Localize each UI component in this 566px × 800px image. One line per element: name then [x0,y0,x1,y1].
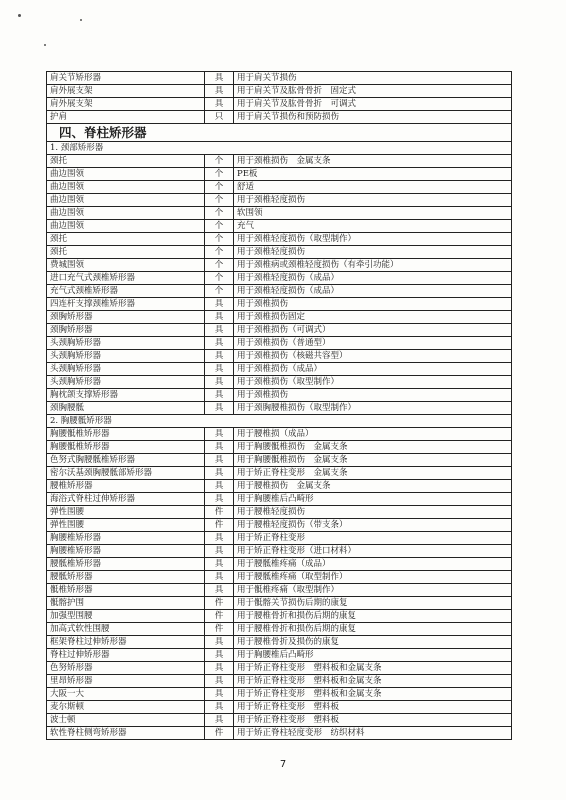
description-cell: 用于腰椎骨折和损伤后期的康复 [234,623,512,636]
item-name-cell: 骶髂护围 [47,597,205,610]
table-row [47,519,512,532]
item-name-cell: 胸腰椎矫形器 [47,545,205,558]
table-row [47,506,512,519]
item-name-cell: 曲边围领 [47,181,205,194]
unit-cell: 具 [205,545,234,558]
scan-speck [80,19,82,21]
unit-cell: 具 [205,389,234,402]
description-cell: 用于颈椎损伤 [234,389,512,402]
item-name-cell: 曲边围领 [47,207,205,220]
table-row [47,636,512,649]
table-row [47,246,512,259]
description-cell: 用于腰椎轻度损伤 [234,506,512,519]
unit-cell: 具 [205,649,234,662]
unit-cell: 个 [205,246,234,259]
item-name-cell: 腰椎矫形器 [47,480,205,493]
description-cell: 用于肩关节及肱骨骨折 可调式 [234,98,512,111]
table-row [47,701,512,714]
table-row [47,428,512,441]
description-cell: 用于颈椎损伤（成品） [234,363,512,376]
unit-cell: 具 [205,701,234,714]
scan-speck [18,14,21,17]
description-cell: 用于骶椎疼痛（取型制作） [234,584,512,597]
item-name-cell: 胸腰骶椎矫形器 [47,441,205,454]
table-row [47,272,512,285]
item-name-cell: 颈胸矫形器 [47,324,205,337]
item-name-cell: 海浴式脊柱过伸矫形器 [47,493,205,506]
item-name-cell: 肩外展支架 [47,98,205,111]
table-row [47,285,512,298]
unit-cell: 具 [205,714,234,727]
description-cell: 用于颈椎轻度损伤 [234,194,512,207]
description-cell: 用于颈椎损伤（可调式） [234,324,512,337]
table-row [47,402,512,415]
subsection-heading-row [47,415,512,428]
item-name-cell: 弹性围腰 [47,519,205,532]
table-row [47,220,512,233]
item-name-cell: 进口充气式颈椎矫形器 [47,272,205,285]
item-name-cell: 肩外展支架 [47,85,205,98]
table-row [47,584,512,597]
unit-cell: 具 [205,675,234,688]
item-name-cell: 波士顿 [47,714,205,727]
item-name-cell: 颈托 [47,155,205,168]
unit-cell: 件 [205,519,234,532]
item-name-cell: 颈胸矫形器 [47,311,205,324]
unit-cell: 件 [205,727,234,740]
item-name-cell: 色努矫形器 [47,662,205,675]
description-cell: 用于颈椎损伤 [234,298,512,311]
item-name-cell: 头颈胸矫形器 [47,363,205,376]
unit-cell: 具 [205,454,234,467]
table-row [47,259,512,272]
table-row [47,298,512,311]
item-name-cell: 胸枕颌支撑矫形器 [47,389,205,402]
unit-cell: 具 [205,72,234,85]
unit-cell: 具 [205,441,234,454]
description-cell: 用于腰椎损伤 金属支条 [234,480,512,493]
item-name-cell: 颈托 [47,233,205,246]
description-cell: 用于矫正脊柱变形 金属支条 [234,467,512,480]
description-cell: 用于颈椎损伤（普通型） [234,337,512,350]
description-cell: 用于腰骶椎疼痛（取型制作） [234,571,512,584]
unit-cell: 具 [205,493,234,506]
unit-cell: 个 [205,194,234,207]
unit-cell: 件 [205,597,234,610]
item-name-cell: 头颈胸矫形器 [47,337,205,350]
unit-cell: 个 [205,168,234,181]
description-cell: 用于胸腰骶椎损伤 金属支条 [234,454,512,467]
table-row [47,168,512,181]
table-row [47,337,512,350]
table-row [47,311,512,324]
description-cell: 用于颈椎损伤固定 [234,311,512,324]
description-cell: 用于胸腰椎后凸畸形 [234,649,512,662]
item-name-cell: 费城围领 [47,259,205,272]
item-name-cell: 加强型围腰 [47,610,205,623]
table-row [47,72,512,85]
unit-cell: 具 [205,363,234,376]
description-cell: 用于颈椎损伤（取型制作） [234,376,512,389]
table-row [47,493,512,506]
table-row [47,376,512,389]
description-cell: 用于腰骶椎疼痛（成品） [234,558,512,571]
table-row [47,194,512,207]
table-row [47,350,512,363]
description-cell: 用于矫正脊柱变形（进口材料） [234,545,512,558]
unit-cell: 具 [205,558,234,571]
unit-cell: 个 [205,181,234,194]
unit-cell: 具 [205,584,234,597]
unit-cell: 具 [205,85,234,98]
item-name-cell: 颈托 [47,246,205,259]
unit-cell: 件 [205,506,234,519]
description-cell: 用于颈椎损伤 金属支条 [234,155,512,168]
unit-cell: 具 [205,311,234,324]
item-name-cell: 颈胸腰骶 [47,402,205,415]
description-cell: 用于矫正脊柱变形 塑料板 [234,701,512,714]
description-cell: 用于矫正脊柱变形 [234,532,512,545]
unit-cell: 具 [205,298,234,311]
item-name-cell: 弹性围腰 [47,506,205,519]
unit-cell: 具 [205,402,234,415]
table-row [47,571,512,584]
description-cell: 用于肩关节损伤 [234,72,512,85]
unit-cell: 件 [205,610,234,623]
item-name-cell: 加高式软性围腰 [47,623,205,636]
description-cell: 用于腰椎骨折和损伤后期的康复 [234,610,512,623]
unit-cell: 个 [205,155,234,168]
description-cell: 用于颈椎轻度损伤（成品） [234,285,512,298]
description-cell: 用于颈胸腰椎损伤（取型制作） [234,402,512,415]
unit-cell: 具 [205,532,234,545]
table-row [47,597,512,610]
description-cell: 充气 [234,220,512,233]
unit-cell: 个 [205,220,234,233]
table-row [47,467,512,480]
item-name-cell: 护肩 [47,111,205,124]
item-name-cell: 骶椎矫形器 [47,584,205,597]
item-name-cell: 胸腰骶椎矫形器 [47,428,205,441]
unit-cell: 具 [205,98,234,111]
item-name-cell: 框架脊柱过伸矫形器 [47,636,205,649]
unit-cell: 件 [205,623,234,636]
unit-cell: 个 [205,285,234,298]
table-row [47,389,512,402]
unit-cell: 具 [205,636,234,649]
table-row [47,675,512,688]
table-row [47,324,512,337]
table-row [47,610,512,623]
item-name-cell: 麦尔斯顿 [47,701,205,714]
description-cell: PE板 [234,168,512,181]
description-cell: 用于颈椎轻度损伤（取型制作） [234,233,512,246]
description-cell: 舒适 [234,181,512,194]
description-cell: 用于腰椎轻度损伤（带支条） [234,519,512,532]
unit-cell: 具 [205,350,234,363]
item-name-cell: 头颈胸矫形器 [47,376,205,389]
unit-cell: 具 [205,688,234,701]
table-row [47,363,512,376]
item-name-cell: 色努式胸腰骶椎矫形器 [47,454,205,467]
description-cell: 用于腰椎损（成品） [234,428,512,441]
description-cell: 用于胸腰骶椎损伤 金属支条 [234,441,512,454]
description-cell: 用于矫正脊柱变形 塑料板和金属支条 [234,688,512,701]
table-row [47,532,512,545]
table-row [47,233,512,246]
item-name-cell: 胸腰椎矫形器 [47,532,205,545]
table-row [47,480,512,493]
table-row [47,714,512,727]
table-row [47,207,512,220]
description-cell: 用于矫正脊柱变形 塑料板 [234,714,512,727]
item-name-cell: 头颈胸矫形器 [47,350,205,363]
item-name-cell: 充气式颈椎矫形器 [47,285,205,298]
description-cell: 用于矫正脊柱轻度变形 纺织材料 [234,727,512,740]
table-row [47,727,512,740]
item-name-cell: 肩关节矫形器 [47,72,205,85]
description-cell: 软围领 [234,207,512,220]
table-row [47,649,512,662]
description-cell: 用于颈椎损伤（核磁共容型） [234,350,512,363]
description-cell: 用于颈椎轻度损伤 [234,246,512,259]
unit-cell: 具 [205,662,234,675]
description-cell: 用于矫正脊柱变形 塑料板和金属支条 [234,662,512,675]
table-row [47,623,512,636]
unit-cell: 具 [205,571,234,584]
unit-cell: 具 [205,467,234,480]
item-name-cell: 密尔沃基颈胸腰骶部矫形器 [47,467,205,480]
table-row [47,85,512,98]
description-cell: 用于矫正脊柱变形 塑料板和金属支条 [234,675,512,688]
description-cell: 用于肩关节及肱骨骨折 固定式 [234,85,512,98]
table-row [47,545,512,558]
description-cell: 用于肩关节损伤和预防损伤 [234,111,512,124]
item-name-cell: 腰骶矫形器 [47,571,205,584]
item-name-cell: 四连杆支撑颈椎矫形器 [47,298,205,311]
item-name-cell: 脊柱过伸矫形器 [47,649,205,662]
unit-cell: 只 [205,111,234,124]
item-name-cell: 曲边围领 [47,220,205,233]
section-heading: 四、脊柱矫形器 [47,124,512,142]
description-cell: 用于腰椎骨折及损伤的康复 [234,636,512,649]
description-cell: 用于颈椎轻度损伤（成品） [234,272,512,285]
item-name-cell: 曲边围领 [47,168,205,181]
page-number: 7 [279,759,287,770]
unit-cell: 具 [205,337,234,350]
unit-cell: 具 [205,480,234,493]
table-row [47,558,512,571]
table-row [47,111,512,124]
section-heading-row [47,124,512,142]
scan-speck [44,44,46,46]
table-row [47,454,512,467]
table-row [47,441,512,454]
table-row [47,688,512,701]
description-cell: 用于胸腰椎后凸畸形 [234,493,512,506]
item-name-cell: 腰骶椎矫形器 [47,558,205,571]
table-row [47,662,512,675]
subsection-heading: 1. 颈部矫形器 [47,142,512,155]
orthosis-table [46,71,512,740]
table-row [47,155,512,168]
subsection-heading-row [47,142,512,155]
unit-cell: 个 [205,259,234,272]
item-name-cell: 大阪一大 [47,688,205,701]
unit-cell: 个 [205,233,234,246]
subsection-heading: 2. 胸腰骶矫形器 [47,415,512,428]
table-row [47,98,512,111]
item-name-cell: 里昂矫形器 [47,675,205,688]
item-name-cell: 软性脊柱侧弯矫形器 [47,727,205,740]
table-row [47,181,512,194]
description-cell: 用于颈椎病或颈椎轻度损伤（有牵引功能） [234,259,512,272]
unit-cell: 具 [205,376,234,389]
unit-cell: 个 [205,272,234,285]
unit-cell: 个 [205,207,234,220]
item-name-cell: 曲边围领 [47,194,205,207]
description-cell: 用于骶髂关节损伤后期的康复 [234,597,512,610]
unit-cell: 具 [205,324,234,337]
unit-cell: 具 [205,428,234,441]
